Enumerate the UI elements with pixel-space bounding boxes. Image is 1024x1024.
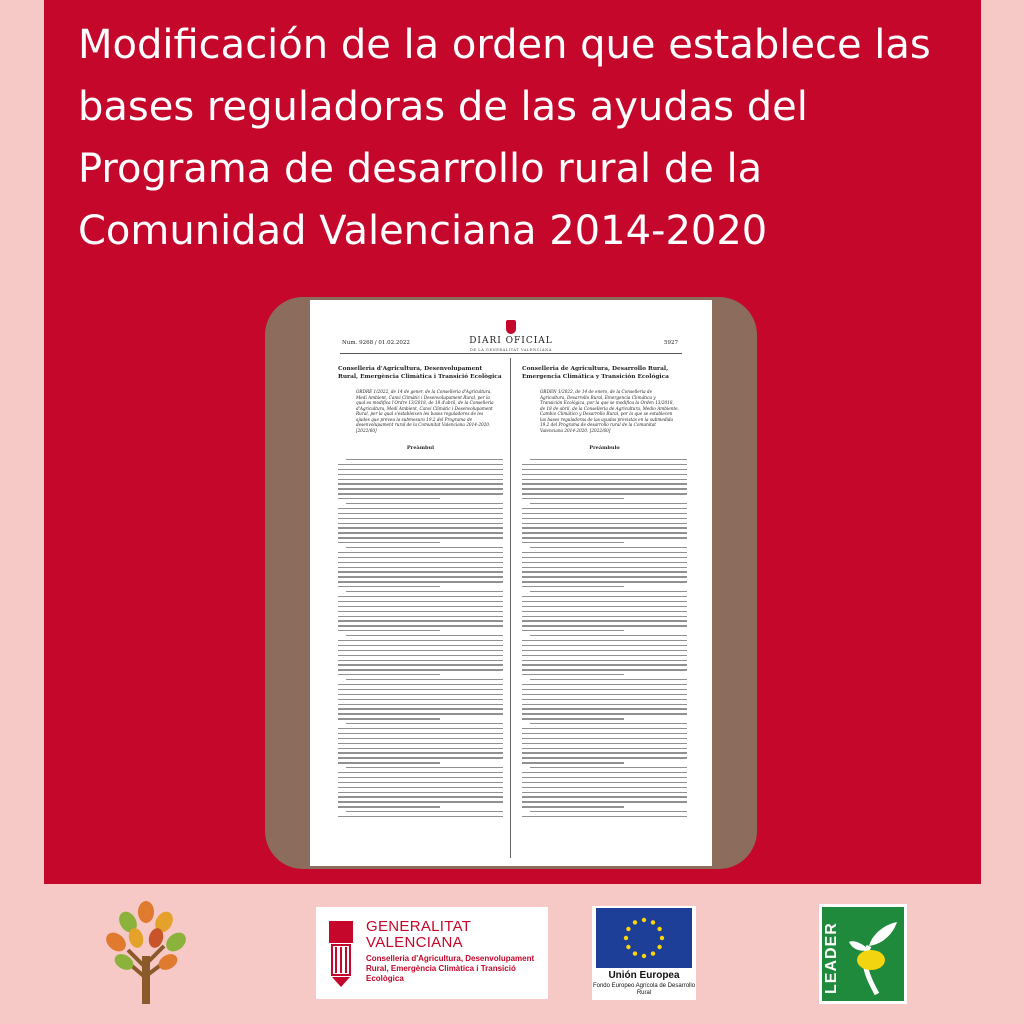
text-line: [522, 743, 687, 744]
eu-star: [624, 936, 628, 940]
text-line: [522, 606, 687, 607]
text-line: [338, 738, 503, 739]
text-line: [530, 635, 687, 636]
text-line: [522, 567, 687, 568]
text-line: [338, 616, 503, 617]
text-line: [522, 757, 687, 758]
text-line: [338, 684, 503, 685]
text-line: [522, 664, 687, 665]
header-divider: [340, 353, 682, 354]
text-line: [530, 767, 687, 768]
leader-sprout-icon: [847, 916, 901, 996]
leader-text: LEADER: [823, 922, 840, 994]
text-line: [346, 811, 503, 812]
text-line: [522, 728, 687, 729]
text-line: [522, 796, 687, 797]
generalitat-name: GENERALITAT VALENCIANA: [366, 918, 471, 951]
text-line: [346, 459, 503, 460]
text-line: [522, 581, 687, 582]
text-line: [522, 611, 687, 612]
text-line: [522, 483, 687, 484]
right-preamble: Preámbulo: [589, 445, 620, 451]
text-line: [338, 532, 503, 533]
text-line: [338, 748, 503, 749]
text-line: [338, 777, 503, 778]
text-line: [338, 762, 440, 763]
text-line: [338, 513, 503, 514]
text-line: [338, 469, 503, 470]
eu-star: [651, 951, 655, 955]
text-line: [338, 704, 503, 705]
text-line: [522, 684, 687, 685]
text-line: [522, 596, 687, 597]
text-line: [522, 557, 687, 558]
eu-star: [633, 951, 637, 955]
text-line: [338, 650, 503, 651]
text-line: [530, 459, 687, 460]
left-column: [338, 366, 503, 821]
text-line: [338, 640, 503, 641]
document-page: [310, 300, 712, 866]
text-line: [522, 738, 687, 739]
text-line: [522, 655, 687, 656]
text-line: [338, 508, 503, 509]
text-line: [338, 796, 503, 797]
text-line: [522, 640, 687, 641]
text-line: [522, 762, 624, 763]
text-line: [338, 571, 503, 572]
text-line: [522, 469, 687, 470]
text-line: [338, 699, 503, 700]
text-line: [522, 708, 687, 709]
page-number: 5927: [664, 340, 678, 346]
text-line: [338, 669, 503, 670]
text-line: [338, 493, 503, 494]
generalitat-department: Conselleria d'Agricultura, Desenvolupament Rural, Emergència Climàtica i Transició Ecològica: [366, 954, 535, 983]
text-line: [522, 689, 687, 690]
left-body-text: [338, 459, 503, 817]
text-line: [338, 474, 503, 475]
text-line: [522, 718, 624, 719]
text-line: [338, 674, 440, 675]
text-line: [338, 596, 503, 597]
eu-star: [633, 920, 637, 924]
eu-star: [626, 945, 630, 949]
text-line: [522, 625, 687, 626]
text-line: [338, 787, 503, 788]
text-line: [522, 674, 624, 675]
eu-star: [651, 920, 655, 924]
text-line: [338, 713, 503, 714]
eu-star: [642, 954, 646, 958]
text-line: [338, 752, 503, 753]
text-line: [522, 748, 687, 749]
text-line: [346, 547, 503, 548]
text-line: [338, 708, 503, 709]
text-line: [522, 792, 687, 793]
text-line: [338, 527, 503, 528]
text-line: [338, 606, 503, 607]
text-line: [522, 630, 624, 631]
crest-icon: [506, 320, 516, 334]
text-line: [338, 601, 503, 602]
generalitat-emblem-icon: [326, 919, 356, 989]
right-abstract: ORDEN 1/2022, de 14 de enero, de la Conselleria de Agricultura, Desarrollo Rural, Emergencia Climática y Transición Ecológica, por la que se modifica la Orden 13/2018, de 18 de abril, de la Conselleria de Agricultura, Medio Ambiente, Cambio Climático y Desarrollo Rural, por la que se establecen las bases reguladoras de las ayudas previstas en la submedida 19.2 del Programa de desarrollo rural de la Comunitat Valenciana 2014-2020. [2022/60]: [540, 389, 679, 433]
text-line: [522, 562, 687, 563]
text-line: [338, 757, 503, 758]
eu-fund: Fondo Europeo Agrícola de Desarrollo Rural: [592, 983, 696, 996]
text-line: [338, 523, 503, 524]
text-line: [338, 733, 503, 734]
text-line: [522, 464, 687, 465]
text-line: [522, 537, 687, 538]
text-line: [522, 694, 687, 695]
generalitat-logo: [316, 907, 548, 999]
masthead-title: DIARI OFICIAL: [469, 336, 553, 346]
text-line: [338, 625, 503, 626]
right-column: [522, 366, 687, 821]
text-line: [346, 635, 503, 636]
text-line: [522, 542, 624, 543]
text-line: [338, 586, 440, 587]
text-line: [338, 772, 503, 773]
text-line: [522, 645, 687, 646]
text-line: [522, 571, 687, 572]
text-line: [338, 483, 503, 484]
text-line: [522, 479, 687, 480]
page-title: Modificación de la orden que establece las bases reguladoras de las ayudas del Programa de desarrollo rural de la Comunidad Valenciana 2014-2020: [78, 22, 931, 254]
text-line: [522, 616, 687, 617]
text-line: [530, 811, 687, 812]
text-line: [346, 723, 503, 724]
eu-star: [660, 936, 664, 940]
text-line: [530, 679, 687, 680]
text-line: [338, 581, 503, 582]
text-line: [346, 767, 503, 768]
text-line: [522, 513, 687, 514]
text-line: [338, 620, 503, 621]
eu-star: [626, 927, 630, 931]
eu-flag-icon: [596, 908, 692, 968]
text-line: [522, 752, 687, 753]
text-line: [338, 537, 503, 538]
text-line: [530, 503, 687, 504]
text-line: [522, 552, 687, 553]
text-line: [338, 792, 503, 793]
text-line: [522, 518, 687, 519]
text-line: [346, 679, 503, 680]
right-body-text: [522, 459, 687, 817]
text-line: [338, 806, 440, 807]
text-line: [338, 479, 503, 480]
text-line: [338, 518, 503, 519]
text-line: [530, 723, 687, 724]
text-line: [522, 704, 687, 705]
text-line: [346, 591, 503, 592]
eu-stars-icon: [596, 908, 692, 968]
text-line: [530, 591, 687, 592]
text-line: [338, 664, 503, 665]
text-line: [522, 669, 687, 670]
text-line: [522, 806, 624, 807]
text-line: [338, 718, 440, 719]
text-line: [522, 733, 687, 734]
text-line: [522, 816, 687, 817]
text-line: [522, 601, 687, 602]
text-line: [338, 552, 503, 553]
text-line: [338, 542, 440, 543]
text-line: [338, 488, 503, 489]
text-line: [338, 562, 503, 563]
text-line: [522, 474, 687, 475]
left-abstract: ORDRE 1/2022, de 14 de gener, de la Conselleria d'Agricultura, Medi Ambient, Canvi Climàtic i Desenvolupament Rural, per la qual es modifica l'Ordre 13/2018, de 18 d'abril, de la Conselleria d'Agricultura, Medi Ambient, Canvi Climàtic i Desenvolupament Rural, per la qual s'estableixen les bases reguladores de les ajudes que preveu la submesura 19.2 del Programa de desenvolupament rural de la Comunitat Valenciana 2014-2020. [2022/60]: [356, 389, 494, 433]
text-line: [338, 801, 503, 802]
text-line: [522, 488, 687, 489]
text-line: [338, 660, 503, 661]
eu-name: Unión Europea: [608, 970, 680, 981]
text-line: [338, 576, 503, 577]
text-line: [522, 650, 687, 651]
text-line: [522, 586, 624, 587]
text-line: [338, 689, 503, 690]
eu-star: [657, 945, 661, 949]
eu-logo: [592, 906, 696, 1000]
issue-number: Num. 9268 / 01.02.2022: [342, 340, 410, 346]
leader-logo: [819, 904, 907, 1004]
tree-logo-icon: [104, 898, 188, 1008]
text-line: [522, 508, 687, 509]
masthead-subtitle: DE LA GENERALITAT VALENCIANA: [470, 348, 552, 352]
text-line: [338, 464, 503, 465]
text-line: [522, 772, 687, 773]
right-heading: Conselleria de Agricultura, Desarrollo Rural, Emergencia Climática y Transición Ecológica: [522, 366, 669, 380]
text-line: [338, 782, 503, 783]
text-line: [522, 699, 687, 700]
text-line: [338, 728, 503, 729]
text-line: [346, 503, 503, 504]
text-line: [522, 713, 687, 714]
text-line: [522, 576, 687, 577]
text-line: [338, 645, 503, 646]
text-line: [522, 801, 687, 802]
text-line: [522, 532, 687, 533]
text-line: [338, 611, 503, 612]
text-line: [338, 655, 503, 656]
document-masthead: [310, 320, 712, 360]
eu-star: [657, 927, 661, 931]
column-divider: [510, 358, 511, 858]
left-heading: Conselleria d'Agricultura, Desenvolupament Rural, Emergència Climàtica i Transició Ecològica: [338, 366, 502, 380]
text-line: [338, 630, 440, 631]
text-line: [338, 743, 503, 744]
text-line: [522, 777, 687, 778]
eu-star: [642, 918, 646, 922]
text-line: [338, 816, 503, 817]
text-line: [338, 557, 503, 558]
text-line: [522, 527, 687, 528]
text-line: [522, 787, 687, 788]
text-line: [530, 547, 687, 548]
text-line: [338, 498, 440, 499]
text-line: [522, 498, 624, 499]
text-line: [338, 567, 503, 568]
text-line: [522, 620, 687, 621]
left-preamble: Preàmbul: [406, 445, 435, 451]
text-line: [522, 782, 687, 783]
text-line: [338, 694, 503, 695]
text-line: [522, 523, 687, 524]
text-line: [522, 493, 687, 494]
text-line: [522, 660, 687, 661]
